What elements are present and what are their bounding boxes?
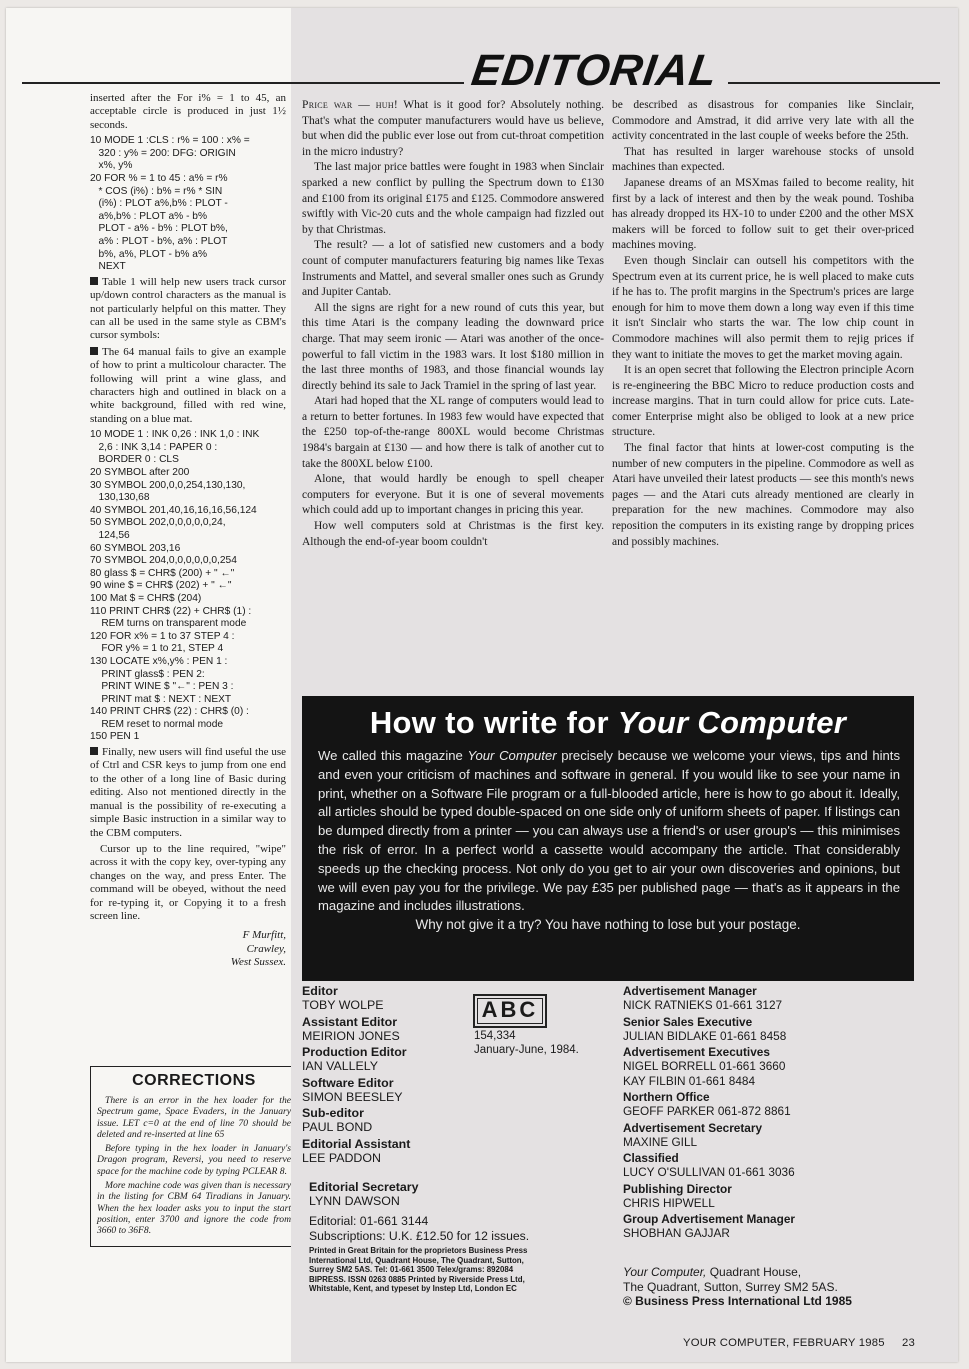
editorial-paragraph: Even though Sinclair can outsell his competitors with the Spectrum even at its current price, he is well placed to make cuts if he has to. The profit margins in the Spectrum's prices are large enough for him to move them down a long way even if this time it isn't Sinclair who starts the war. The low chip count in Commodore machines will also permit them to rejig prices if they want to initiate the moves to get the market moving again. — [612, 254, 914, 361]
how-to-write-body: We called this magazine Your Computer precisely because we welcome your views, tips and hints and even your criticism of machines and software in general. If you would like to see your name in print, whether on a Software File program or a full-blooded article, here is how to go about it. Ideally, all articles should be typed double-spaced on one side only of uniform sheets of paper. If listings can be dumped directly from a printer — you can always use a friend's or user group's — this minimises the risk of error. In a perfect world a cassette would accompany the article. That considerably speeds up the checking process. Not only do you get to air your own discoveries and opinions, but we will even pay you for the privilege. We pay £35 per published page — that's as it appears in the magazine and includes illustrations. — [318, 748, 900, 914]
bullet-square — [90, 747, 98, 755]
editorial-paragraph: All the signs are right for a new round of cuts this year, but this time Atari is the company leading the downward price charge. That may seem ironic — Atari was another of the once-powerful to fall victim in the 1983 wars. It lost $180 million in the last three months of 1983, and those financial wounds lay directly behind its sale to Jack Tramiel in the spring of last year. — [302, 301, 604, 392]
letter-paragraph: Finally, new users will find useful the use of Ctrl and CSR keys to jump from one end to the other of a long line of Basic during editing. Also not mentioned directly in the manual is the possibility of re-executing a simple Basic instruction in a similar way to the CBM computers. — [90, 746, 286, 839]
letter-paragraph: Table 1 will help new users track cursor up/down control characters as the manual is not particularly helpful on this matter. They can all be used in the same style as CBM's cursor symbols: — [90, 275, 286, 342]
corrections-box — [90, 1066, 298, 1247]
editorial-paragraph: It is an open secret that following the Electron principle Acorn is re-engineering the BBC Micro to reduce production costs and increase margins. That in turn could allow for price cuts. Late-comer Enterprise might also be obliged to look at a new price structure. — [612, 364, 914, 439]
code-listing-circle: 10 MODE 1 :CLS : r% = 100 : x% = 320 : y% = 200: DFG: ORIGIN x%, y% 20 FOR % = 1 to 45 : a% = r% * COS (i%) : b% = r% * SIN (i%) : PLOT a%,b% : PLOT - a%,b% : PLOT a% - b% PLOT - a% - b% : PLOT b%, a% : PLOT - b%, a% : PLOT b%, a%, PLOT - b% a% NEXT — [90, 135, 250, 273]
staff-role: Group Advertisement Manager — [623, 1212, 795, 1226]
editorial-paragraph: Atari had hoped that the XL range of computers would lead to a return to better fortunes. In 1983 few would have expected that the £250 top-of-the-range 800XL would become Christmas 1984's bargain at £130 — and how there is talk of another cut to take the 800XL below £100. — [302, 395, 604, 470]
staff-name: PAUL BOND — [302, 1120, 373, 1134]
magazine-page — [6, 8, 958, 1362]
editorial-phone: Editorial: 01-661 3144 — [309, 1214, 429, 1228]
staff-role: Senior Sales Executive — [623, 1014, 753, 1029]
section-title: EDITORIAL — [468, 46, 721, 95]
staff-role: Advertisement Executives — [623, 1045, 770, 1059]
letter-paragraph: inserted after the For i% = 1 to 45, an acceptable circle is produced in just 1½ seconds. — [90, 92, 286, 131]
page-number: 23 — [902, 1337, 915, 1349]
letters-column — [90, 92, 286, 970]
how-to-write-title: How to write for Your Computer — [369, 705, 847, 740]
correction-item: Before typing in the hex loader in January's Dragon program, Reversi, you need to reserve space for the machine code by typing PCLEAR 8. — [97, 1143, 291, 1177]
advertising-staff-list — [623, 984, 923, 1243]
circulation-figure: 154,334 January-June, 1984. — [474, 1030, 579, 1056]
staff-role: Production Editor — [302, 1045, 407, 1059]
staff-role: Advertisement Secretary — [623, 1120, 763, 1135]
issue-label: YOUR COMPUTER, FEBRUARY 1985 — [683, 1337, 885, 1349]
staff-role: Classified — [623, 1151, 679, 1165]
letter-signature: F Murfitt, Crawley, West Sussex. — [230, 929, 286, 969]
staff-name: MEIRION JONES — [302, 1028, 400, 1043]
left-column — [6, 8, 291, 1362]
editorial-column-2 — [612, 98, 914, 550]
staff-name: NIGEL BORRELL 01-661 3660 — [623, 1059, 786, 1073]
how-to-write-closing: Why not give it a try? You have nothing to lose but your postage. — [415, 917, 801, 933]
staff-name: SIMON BEESLEY — [302, 1089, 403, 1104]
staff-role: Sub-editor — [302, 1106, 364, 1120]
printer-imprint: Printed in Great Britain for the proprietors Business Press International Ltd, Quadrant House, The Quadrant, Sutton, Surrey SM2 5AS. Tel: 01-661 3500 Telex/grams: 892084 BIPRESS. ISSN 0263 0885 Printed by Riverside Press Ltd, Whitstable, Kent, and typeset by Instep Ltd, London EC — [309, 1246, 528, 1294]
editorial-column-1 — [302, 98, 604, 550]
header-rule-left — [22, 82, 464, 84]
header-rule-right — [728, 82, 940, 84]
editorial-paragraph: Price war — huh! What is it good for? Absolutely nothing. That's what the computer manufacturers would have us believe, but when did the public ever lose out from cut-throat competition in the micro industry? — [302, 99, 604, 158]
editorial-paragraph: The result? — a lot of satisfied new customers and a body count of computer manufacturers featuring big names like Texas Instruments and Mattel, and several smaller ones such as Grundy and Jupiter Cantab. — [302, 239, 604, 299]
staff-name: LUCY O'SULLIVAN 01-661 3036 — [623, 1165, 795, 1179]
contact-details — [309, 1214, 529, 1244]
correction-item: There is an error in the hex loader for the Spectrum game, Space Evaders, in the January issue. LET c=0 at the end of line 70 should be deleted and re-inserted at line 65 — [97, 1095, 291, 1140]
editorial-paragraph: How well computers sold at Christmas is the first key. Although the end-of-year boom couldn't — [302, 520, 604, 548]
corrections-title: CORRECTIONS — [132, 1072, 256, 1089]
staff-name: NICK RATNIEKS 01-661 3127 — [623, 998, 783, 1012]
bullet-square — [90, 277, 98, 285]
subscription-price: Subscriptions: U.K. £12.50 for 12 issues. — [309, 1229, 530, 1243]
letter-paragraph: The 64 manual fails to give an example of how to print a multicolour character. The following will print a wine glass, and characters high and outlined in black on a white background, filled with red wine, standing on a blue mat. — [90, 345, 286, 425]
code-listing-wineglass: 10 MODE 1 : INK 0,26 : INK 1,0 : INK 2,6 : INK 3,14 : PAPER 0 : BORDER 0 : CLS 20 SYMBOL after 200 30 SYMBOL 200,0,0,254,130,130, 130,130,68 40 SYMBOL 201,40,16,16,16,56,124 50 SYMBOL 202,0,0,0,0,0,24, 124,56 60 SYMBOL 203,16 70 SYMBOL 204,0,0,0,0,0,0,254 80 glass $ = CHR$ (200) + " ←" 90 wine $ = CHR$ (202) + " ←" 100 Mat $ = CHR$ (204) 110 PRINT CHR$ (22) + CHR$ (1) : REM turns on transparent mode 120 FOR x% = 1 to 37 STEP 4 : FOR y% = 1 to 21, STEP 4 130 LOCATE x%,y% : PEN 1 : PRINT glass$ : PEN 2: PRINT WINE $ "←" : PEN 3 : PRINT mat $ : NEXT : NEXT 140 PRINT CHR$ (22) : CHR$ (0) : REM reset to normal mode 150 PEN 1 — [90, 429, 260, 743]
page-footer — [683, 1337, 915, 1349]
staff-name: MAXINE GILL — [623, 1134, 698, 1149]
editorial-secretary: Editorial Secretary LYNN DAWSON — [309, 1180, 419, 1208]
correction-item: More machine code was given than is necessary in the listing for CBM 64 Tiradians in January. When the hex loader asks you to input the start position, enter 3700 and ignore the code from 3660 to 36F8. — [97, 1180, 291, 1237]
staff-name: SHOBHAN GAJJAR — [623, 1226, 730, 1240]
staff-name: CHRIS HIPWELL — [623, 1195, 715, 1210]
staff-role: Northern Office — [623, 1090, 710, 1104]
editorial-paragraph: The last major price battles were fought in 1983 when Sinclair sparked a new conflict by pulling the Spectrum down to £130 and £100 from its original £175 and £125. Commodore answered swiftly with Vic-20 cuts and the whole campaign had fizzled out by that Christmas. — [302, 161, 604, 236]
staff-name: IAN VALLELY — [302, 1059, 378, 1073]
how-to-write-box — [302, 696, 914, 981]
editorial-paragraph: be described as disastrous for companies like Sinclair, Commodore and Amstrad, it did arrive very late with all the activity concentrated in the last couple of weeks before the 25th. — [612, 99, 914, 143]
editorial-paragraph: Alone, that would hardly be enough to spell cheaper computers for everyone. But it is one of several movements which could add up to important changes in pricing this year. — [302, 473, 604, 517]
staff-name: GEOFF PARKER 061-872 8861 — [623, 1104, 791, 1118]
editorial-staff-list — [302, 984, 472, 1167]
publisher-address: Your Computer, Quadrant House, The Quadrant, Sutton, Surrey SM2 5AS. © Business Press International Ltd 1985 — [623, 1265, 852, 1308]
staff-role: Software Editor — [302, 1075, 394, 1090]
staff-name: LEE PADDON — [302, 1150, 381, 1165]
abc-logo: ABC — [473, 994, 547, 1028]
staff-name: KAY FILBIN 01-661 8484 — [623, 1073, 756, 1088]
letter-paragraph: Cursor up to the line required, "wipe" across it with the copy key, over-typing any changes on the way, and press Enter. The command will be obeyed, without the need for re-typing it, or Copying it to a fresh screen line. — [90, 842, 286, 922]
editorial-paragraph: That has resulted in larger warehouse stocks of unsold machines than expected. — [612, 145, 914, 174]
copyright-line: © Business Press International Ltd 1985 — [623, 1294, 852, 1308]
editorial-paragraph: Japanese dreams of an MSXmas failed to become reality, hit first by a lack of interest and then by the weak pound. Toshiba has already dropped its HX-10 to under £200 and the other MSX makers will be forced to follow suit to get their over-priced machines moving. — [612, 176, 914, 252]
staff-role: Editorial Assistant — [302, 1136, 411, 1151]
staff-name: JULIAN BIDLAKE 01-661 8458 — [623, 1028, 787, 1043]
staff-role: Advertisement Manager — [623, 984, 757, 998]
staff-role: Publishing Director — [623, 1181, 732, 1196]
staff-role: Assistant Editor — [302, 1014, 398, 1029]
editorial-paragraph: The final factor that hints at lower-cost computing is the number of new computers in the pipeline. Commodore as well as Atari have unveiled their latest products — see this month's news pages — and the Atari cuts already mentioned are clearly in preparation for the new machines. Commodore may also reposition the computers in its existing range by dropping prices and possibly machines. — [612, 442, 914, 548]
staff-name: TOBY WOLPE — [302, 998, 384, 1012]
staff-role: Editor — [302, 984, 338, 998]
bullet-square — [90, 347, 98, 355]
